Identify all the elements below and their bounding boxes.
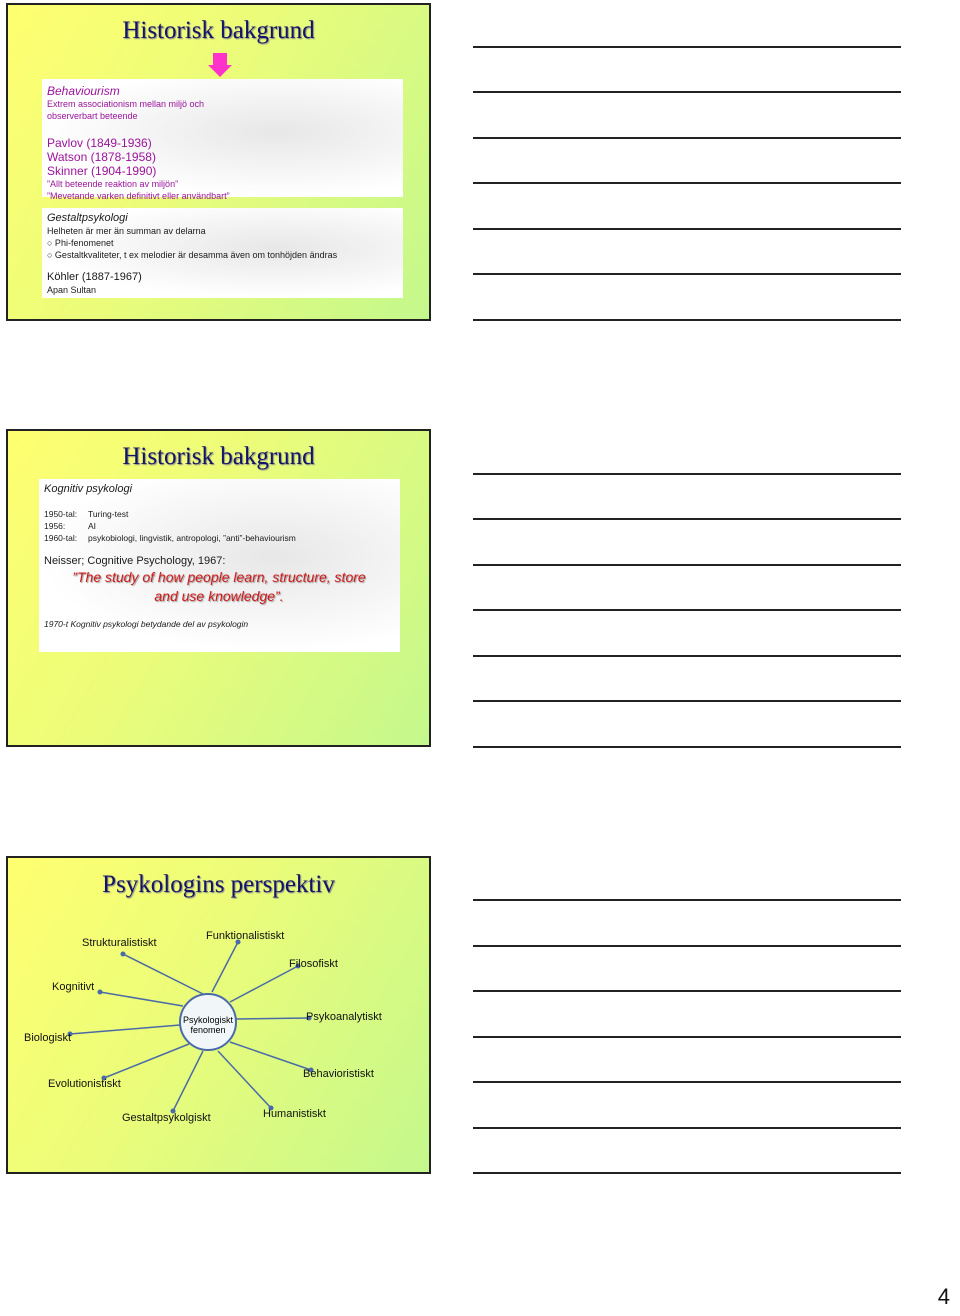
behaviourism-quote2: ”Mevetande varken definitivt eller användbart” <box>47 191 230 201</box>
notes-line <box>473 1081 901 1083</box>
behaviourism-quote1: ”Allt beteende reaktion av miljön” <box>47 179 179 189</box>
person-pavlov: Pavlov (1849-1936) <box>47 136 152 150</box>
spoke-evolutionistiskt <box>104 1044 189 1078</box>
behaviourism-heading: Behaviourism <box>47 84 120 98</box>
notes-line <box>473 473 901 475</box>
slide-title: Historisk bakgrund <box>122 17 315 44</box>
gestalt-bullet1: ○ Phi-fenomenet <box>47 238 114 248</box>
notes-line <box>473 273 901 275</box>
notes-line <box>473 700 901 702</box>
notes-line <box>473 1172 901 1174</box>
behaviourism-box <box>42 79 403 201</box>
label-filosofiskt: Filosofiskt <box>289 958 338 970</box>
spoke-kognitivt <box>100 992 183 1006</box>
label-strukturalistiskt: Strukturalistiskt <box>82 937 157 949</box>
gestalt-line1: Helheten är mer än summan av delarna <box>47 226 206 236</box>
gestalt-bullet2: ○ Gestaltkvaliteter, t ex melodier är desamma även om tonhöjden ändras <box>47 250 338 260</box>
neisser-citation: Neisser; Cognitive Psychology, 1967: <box>44 555 226 567</box>
person-skinner: Skinner (1904-1990) <box>47 164 157 178</box>
kognitiv-psykologi-box <box>39 479 400 652</box>
notes-line <box>473 319 901 321</box>
label-psykoanalytiskt: Psykoanalytiskt <box>306 1011 382 1023</box>
timeline-row-1950: 1950-tal: Turing-test <box>44 509 129 519</box>
notes-line <box>473 46 901 48</box>
timeline-row-1960: 1960-tal: psykobiologi, lingvistik, antropologi, ”anti”-behaviourism <box>44 533 296 543</box>
person-kohler: Köhler (1887-1967) <box>47 271 142 283</box>
slide-psykologins-perspektiv <box>6 856 431 1174</box>
notes-line <box>473 990 901 992</box>
kognitiv-footer: 1970-t Kognitiv psykologi betydande del av psykologin <box>44 619 249 629</box>
spoke-behavioristiskt <box>230 1042 311 1070</box>
slide-title: Historisk bakgrund <box>122 443 315 470</box>
notes-line <box>473 655 901 657</box>
person-watson: Watson (1878-1958) <box>47 150 156 164</box>
notes-line <box>473 609 901 611</box>
spoke-humanistiskt <box>218 1051 271 1108</box>
notes-line <box>473 746 901 748</box>
label-behavioristiskt: Behavioristiskt <box>303 1068 374 1080</box>
label-biologiskt: Biologiskt <box>24 1032 72 1044</box>
spoke-filosofiskt <box>230 966 298 1002</box>
notes-line <box>473 564 901 566</box>
spoke-gestaltpsykolgiskt <box>173 1051 203 1111</box>
label-evolutionistiskt: Evolutionistiskt <box>48 1078 121 1090</box>
behaviourism-desc-line2: observerbart beteende <box>47 111 138 121</box>
arrow-down-icon <box>208 53 232 77</box>
label-funktionalistiskt: Funktionalistiskt <box>206 930 285 942</box>
notes-line <box>473 1127 901 1129</box>
notes-line <box>473 945 901 947</box>
notes-line <box>473 91 901 93</box>
spoke-strukturalistiskt <box>123 954 203 994</box>
label-kognitivt: Kognitivt <box>52 981 95 993</box>
gestaltpsykologi-box <box>42 208 403 298</box>
spoke-biologiskt <box>70 1025 180 1034</box>
slide-historisk-bakgrund-2 <box>6 429 431 747</box>
spoke-funktionalistiskt <box>212 942 238 992</box>
kohler-note: Apan Sultan <box>47 285 97 295</box>
page-number: 4 <box>937 1284 950 1309</box>
center-psykologiskt-fenomen: Psykologiskt fenomen <box>179 993 237 1051</box>
notes-line <box>473 182 901 184</box>
notes-line <box>473 518 901 520</box>
label-humanistiskt: Humanistiskt <box>263 1108 326 1120</box>
notes-line <box>473 899 901 901</box>
notes-line <box>473 1036 901 1038</box>
gestalt-heading: Gestaltpsykologi <box>47 212 128 224</box>
neisser-quote-line2: and use knowledge”. <box>154 588 284 604</box>
kognitiv-heading: Kognitiv psykologi <box>44 483 133 495</box>
timeline-row-1956: 1956: AI <box>44 521 97 531</box>
notes-line <box>473 228 901 230</box>
neisser-quote-line1: ”The study of how people learn, structure, store <box>72 569 366 585</box>
spoke-psykoanalytiskt <box>236 1018 309 1019</box>
label-gestaltpsykolgiskt: Gestaltpsykolgiskt <box>122 1112 211 1124</box>
notes-line <box>473 137 901 139</box>
slide-title: Psykologins perspektiv <box>102 871 335 898</box>
slide-historisk-bakgrund-1 <box>6 3 431 321</box>
behaviourism-desc-line1: Extrem associationism mellan miljö och <box>47 99 205 109</box>
